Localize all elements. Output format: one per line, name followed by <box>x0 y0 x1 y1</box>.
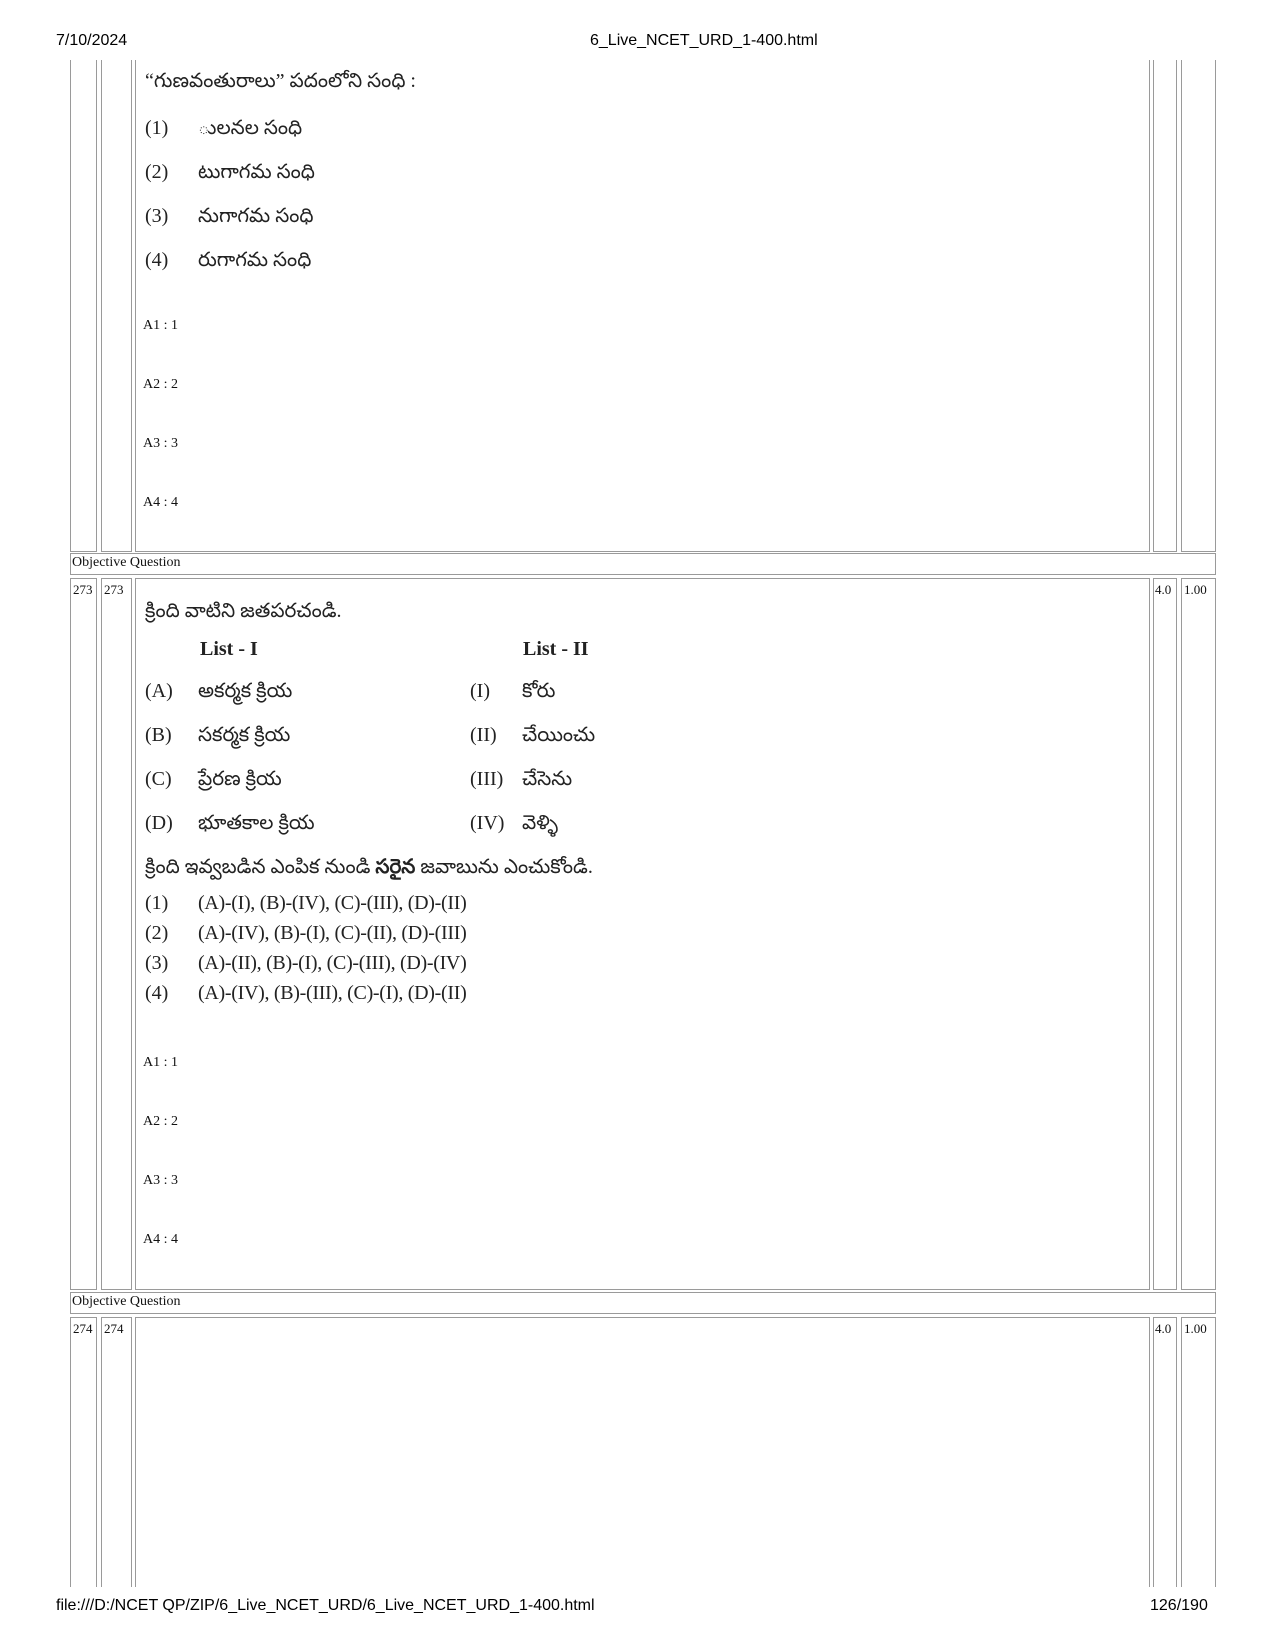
q272-answer-1: A1 : 1 <box>143 318 178 333</box>
match-right-text: కోరు <box>522 680 556 702</box>
q273-cell-qid <box>101 578 132 1290</box>
q274-negative-marks: 1.00 <box>1184 1321 1207 1336</box>
q272-option-number: (3) <box>145 205 169 227</box>
q273-option-number: (1) <box>145 892 169 914</box>
match-right-text: చేయించు <box>522 724 596 746</box>
print-file-path: file:///D:/NCET QP/ZIP/6_Live_NCET_URD/6_Live_NCET_URD_1-400.html <box>56 1597 595 1614</box>
q273-cell-sno <box>70 578 97 1290</box>
q272-answer-2: A2 : 2 <box>143 377 178 392</box>
q274-cell-negative <box>1181 1317 1216 1587</box>
q273-cell-marks <box>1153 578 1177 1290</box>
q274-cell-marks <box>1153 1317 1177 1587</box>
q274-cell-body <box>135 1317 1150 1587</box>
q273-question-id: 273 <box>104 582 124 597</box>
q272-option-text: టుగాగమ సంధి <box>198 161 315 183</box>
match-right-label: (IV) <box>470 812 505 834</box>
q274-section-label: Objective Question <box>72 1294 181 1309</box>
q274-marks: 4.0 <box>1155 1321 1172 1336</box>
q273-prompt-end: జవాబును ఎంచుకోండి. <box>415 856 593 878</box>
match-left-label: (D) <box>145 812 173 834</box>
q273-answer-1: A1 : 1 <box>143 1055 178 1070</box>
q273-option-text: (A)-(IV), (B)-(I), (C)-(II), (D)-(III) <box>198 922 467 944</box>
q274-cell-sno <box>70 1317 97 1587</box>
q272-option-text: ులనల సంధి <box>198 117 303 139</box>
match-left-text: సకర్మక క్రియ <box>198 724 291 746</box>
q272-cell-sno <box>70 60 97 552</box>
q273-option-text: (A)-(IV), (B)-(III), (C)-(I), (D)-(II) <box>198 982 467 1004</box>
q272-answer-4: A4 : 4 <box>143 495 178 510</box>
q272-option-number: (1) <box>145 117 169 139</box>
q272-option-number: (2) <box>145 161 169 183</box>
q273-answer-3: A3 : 3 <box>143 1173 178 1188</box>
match-left-label: (B) <box>145 724 172 746</box>
q273-option-number: (3) <box>145 952 169 974</box>
q273-marks: 4.0 <box>1155 582 1172 597</box>
match-right-label: (III) <box>470 768 504 790</box>
q273-option-number: (2) <box>145 922 169 944</box>
q274-serial-number: 274 <box>73 1321 93 1336</box>
match-right-text: చేసెను <box>522 768 573 790</box>
print-title: 6_Live_NCET_URD_1-400.html <box>590 32 818 49</box>
q272-cell-negative <box>1181 60 1216 552</box>
match-left-label: (C) <box>145 768 172 790</box>
q273-prompt-emphasis: సరైన <box>375 856 416 878</box>
match-left-label: (A) <box>145 680 173 702</box>
q273-negative-marks: 1.00 <box>1184 582 1207 597</box>
q273-answer-2: A2 : 2 <box>143 1114 178 1129</box>
q274-cell-qid <box>101 1317 132 1587</box>
q273-list1-header: List - I <box>200 638 258 660</box>
match-left-text: ప్రేరణ క్రియ <box>198 768 282 790</box>
match-right-label: (II) <box>470 724 497 746</box>
q272-question-text: “గుణవంతురాలు” పదంలోని సంధి : <box>145 70 416 92</box>
q274-question-id: 274 <box>104 1321 124 1336</box>
q273-section-bar <box>70 553 1216 575</box>
print-date: 7/10/2024 <box>56 32 128 49</box>
q273-cell-negative <box>1181 578 1216 1290</box>
q272-cell-marks <box>1153 60 1177 552</box>
match-left-text: భూతకాల క్రియ <box>198 812 315 834</box>
page-number: 126/190 <box>1150 1597 1208 1614</box>
q272-cell-qid <box>101 60 132 552</box>
match-right-label: (I) <box>470 680 490 702</box>
q273-option-text: (A)-(I), (B)-(IV), (C)-(III), (D)-(II) <box>198 892 467 914</box>
q273-option-number: (4) <box>145 982 169 1004</box>
q273-section-label: Objective Question <box>72 555 181 570</box>
q273-answer-4: A4 : 4 <box>143 1232 178 1247</box>
q272-answer-3: A3 : 3 <box>143 436 178 451</box>
match-right-text: వెళ్ళి <box>522 812 559 834</box>
q272-option-text: నుగాగమ సంధి <box>198 205 314 227</box>
q273-prompt-start: క్రింది ఇవ్వబడిన ఎంపిక నుండి <box>145 856 376 878</box>
q273-prompt <box>145 856 593 883</box>
q272-option-text: రుగాగమ సంధి <box>198 249 312 271</box>
q273-list2-header: List - II <box>523 638 589 660</box>
match-left-text: అకర్మక క్రియ <box>198 680 293 702</box>
q273-instruction: క్రింది వాటిని జతపరచండి. <box>145 600 342 622</box>
q273-serial-number: 273 <box>73 582 93 597</box>
q274-section-bar <box>70 1292 1216 1314</box>
q272-option-number: (4) <box>145 249 169 271</box>
q273-option-text: (A)-(II), (B)-(I), (C)-(III), (D)-(IV) <box>198 952 467 974</box>
